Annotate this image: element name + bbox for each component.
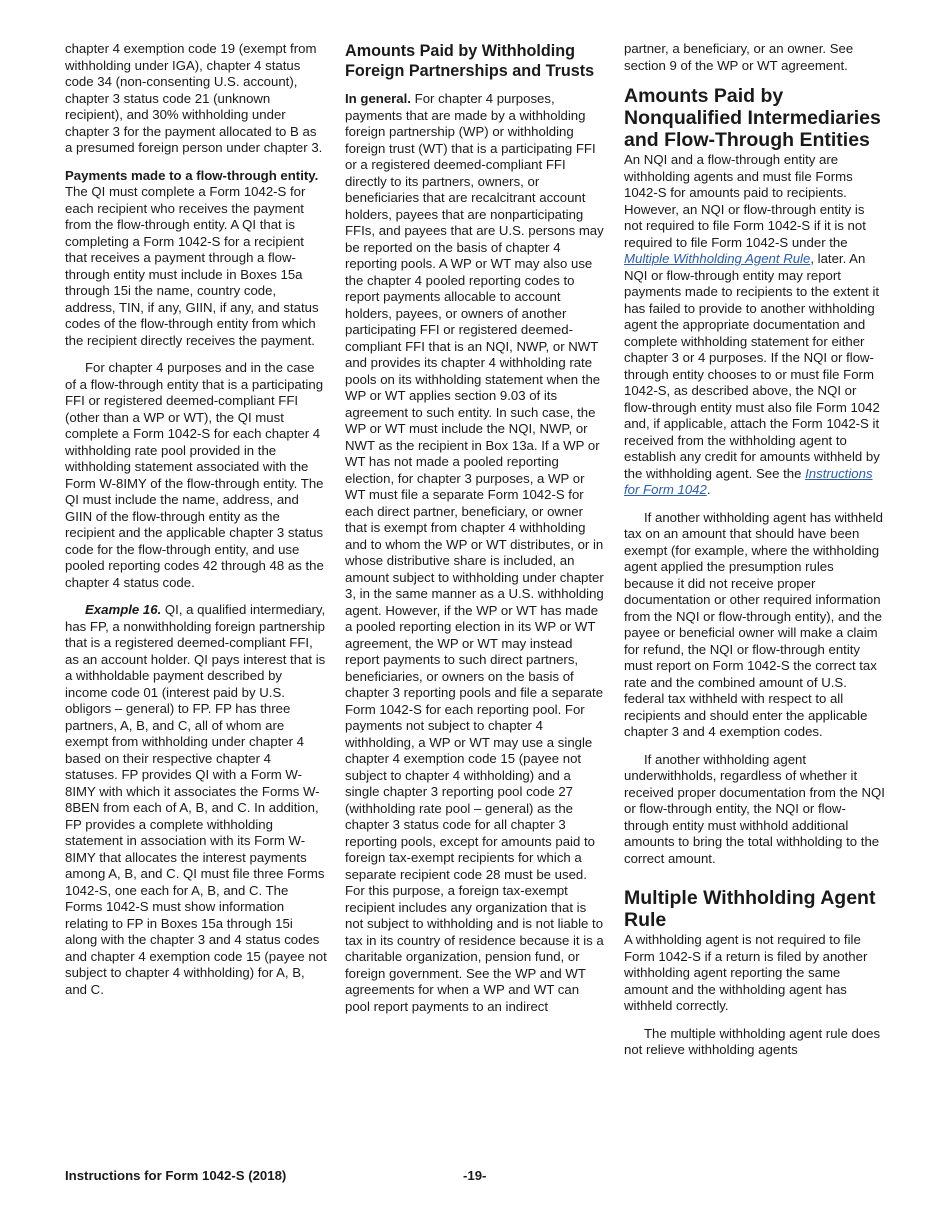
footer-form-title: Instructions for Form 1042-S (2018) <box>65 1168 287 1183</box>
run-in-heading: In general. <box>345 91 411 106</box>
paragraph: If another withholding agent has withheld tax on an amount that should have been exempt (for example, where the withholding agent applied the presumption rules because it did not receive proper documentation or other required information from the NQI or flow-through entity), and the payee or beneficial owner will make a claim for refund, the NQI or flow-through entity must report on Form 1042-S the correct tax rate and the combined amount of U.S. federal tax withheld with respect to all recipients and should enter the applicable chapter 3 and 4 exemption codes. <box>624 509 884 739</box>
paragraph: A withholding agent is not required to file Form 1042-S if a return is filed by another withholding agent reporting the same amount and the withholding agent has withheld correctly. <box>624 932 868 1013</box>
example-label: Example 16. <box>85 602 162 617</box>
paragraph: partner, a beneficiary, or an owner. See section 9 of the WP or WT agreement. <box>624 41 854 73</box>
section-heading-multiple-agent: Multiple Withholding Agent Rule <box>624 887 876 931</box>
paragraph-body: The QI must complete a Form 1042-S for each recipient who receives the payment from the flow-through entity. A QI that is completing a Form 1042-S for a recipient that receives a payment through a flow-through entity must include in Boxes 15a through 15i the name, country code, address, TIN, if any, GIIN, if any, and status codes of the flow-through entity from which the recipient directly receives the payment. <box>65 184 319 348</box>
paragraph: If another withholding agent underwithholds, regardless of whether it received proper documentation from the NQI or flow-through entity, the NQI or flow-through entity must withhold additional amounts to bring the total withholding to the correct amount. <box>624 751 885 866</box>
paragraph: chapter 4 exemption code 19 (exempt from withholding under IGA), chapter 4 status code 34 (non-consenting U.S. account), chapter 3 status code 21 (unknown recipient), and 30% withholding under chapter 3 for the payment allocated to B as a presumed foreign person under chapter 3. <box>65 41 323 155</box>
paragraph-body: QI, a qualified intermediary, has FP, a nonwithholding foreign partnership that is a registered deemed-compliant FFI, as an account holder. QI pays interest that is a withholdable payment described by income code 01 (interest paid by U.S. obligors – general) to FP. FP has three partners, A, B, and C, all of whom are exempt from withholding under chapter 4 based on their respective chapter 4 statuses. FP provides QI with a Form W-8IMY with which it associates the Forms W-8BEN from each of A, B, and C. In addition, FP provides a complete withholding statement in association with its Form W-8IMY that allocates the interest payments among A, B, and C. QI must file three Forms 1042-S, one each for A, B, and C. The Forms 1042-S must show information relating to FP in Boxes 15a through 15i along with the chapter 3 and 4 status codes and chapter 4 exemption code 15 (payee not subject to chapter 4 withholding) for A, B, and C. <box>65 602 327 997</box>
section-heading: Amounts Paid by Withholding Foreign Partnerships and Trusts <box>345 42 595 80</box>
paragraph-body: For chapter 4 purposes, payments that are made by a withholding foreign partnership (WP) or withholding foreign trust (WT) that is a participating FFI or a registered deemed-compliant FFI directly to its partners, owners, or beneficiaries that are recalcitrant account holders, payees that are nonparticipating FFIs, and payees that are U.S. persons may be reported on the basis of chapter 4 reporting pools. A WP or WT may also use the chapter 4 pooled reporting codes to report payments allocable to account holders, payees, or owners of another participating FFI or registered deemed-compliant FFI that is an NQI, NWP, or NWT and provides its chapter 4 withholding rate pools on its withholding statement when the WP or WT applies section 9.03 of its agreement to such entity. In such case, the WP or WT must include the NQI, NWP, or NWT as the recipient in Box 13a. If a WP or WT has not made a pooled reporting election, for chapter 3 purposes, a WP or WT must file a separate Form 1042-S for each direct partner, beneficiary, or owner that is exempt from chapter 4 withholding and to whom the WP or WT distributes, or in whose distributive share is included, an amount subject to withholding under chapter 3, in the same manner as a U.S. withholding agent. However, if the WP or WT has made a pooled reporting election in its WP or WT agreement, the WP or WT may instead report payments to such direct partners, beneficiaries, or owners on the basis of chapter 3 reporting pools and file a separate Form 1042-S for each reporting pool. For payments not subject to chapter 4 withholding, a WP or WT may use a single chapter 4 exemption code 15 (payee not subject to chapter 4 withholding) and a single chapter 3 reporting pool code 27 (withholding rate pool – general) as the chapter 3 status code for all chapter 3 reporting pools, except for amounts paid to foreign tax-exempt recipients for which a separate recipient code 28 must be used. For this purpose, a foreign tax-exempt recipient includes any organization that is not subject to withholding and is not liable to tax in its country of residence because it is a charitable organization, pension fund, or foreign government. See the WP and WT agreements for when a WP and WT can pool report payments to an indirect <box>345 91 604 1014</box>
column-3 <box>624 41 886 1070</box>
paragraph-in-general <box>345 91 607 1015</box>
run-in-heading: Payments made to a flow-through entity. <box>65 167 319 183</box>
column-1 <box>65 41 327 1009</box>
section-heading-nqi: Amounts Paid by Nonqualified Intermediaries and Flow-Through Entities <box>624 85 881 151</box>
page-number: -19- <box>463 1168 487 1183</box>
example-16 <box>65 602 327 998</box>
paragraph: For chapter 4 purposes and in the case of a flow-through entity that is a participating FFI or registered deemed-compliant FFI (other than a WP or WT), the QI must complete a Form 1042-S for each chapter 4 withholding rate pool provided in the withholding statement associated with the Form W-8IMY of the flow-through entity. The QI must include the name, address, and GIIN of the flow-through entity as the recipient and the applicable chapter 3 status code for the flow-through entity, and use pooled reporting codes 42 through 48 as the chapter 4 status code. <box>65 360 324 590</box>
multiple-withholding-agent-rule-link[interactable]: Multiple Withholding Agent Rule <box>624 251 811 266</box>
paragraph-nqi: An NQI and a flow-through entity are withholding agents and must file Forms 1042-S for amounts paid to recipients. However, an NQI or flow-through entity is not required to file Form 1042-S if it is not required to file Form 1042-S under the Multiple Withholding Agent Rule, later. An NQI or flow-through entity may report payments made to recipients to the extent it has failed to provide to another withholding agent the appropriate documentation and complete withholding statement for either chapter 3 or 4 purposes. If the NQI or flow-through entity chooses to or must file Form 1042-S, as described above, the NQI or flow-through entity must also file Form 1042 and, if applicable, attach the Form 1042-S it received from the withholding agent to establish any credit for amounts withheld by the withholding agent. See the Instructions for Form 1042. <box>624 152 880 497</box>
paragraph-flow-through <box>65 168 327 350</box>
paragraph: The multiple withholding agent rule does not relieve withholding agents <box>624 1025 881 1057</box>
instructions-form-1042-link[interactable]: Instructions for Form 1042 <box>624 465 873 497</box>
column-2 <box>345 41 607 1026</box>
